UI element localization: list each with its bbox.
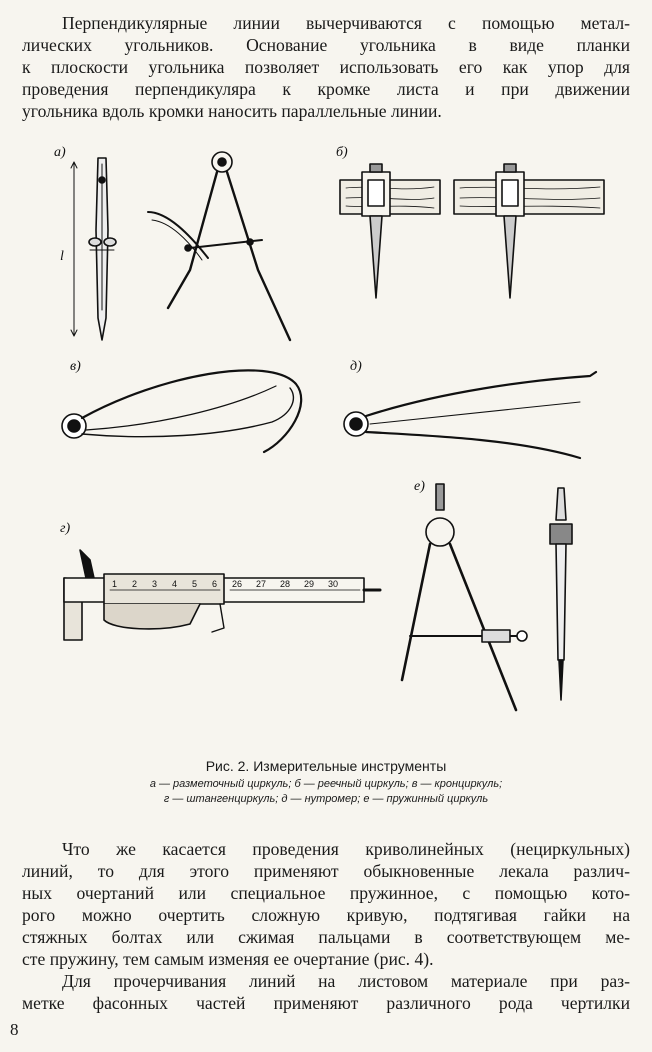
scale-tick-label: 5 xyxy=(192,579,198,589)
figure-caption-legend-line: а — разметочный циркуль; б — реечный циркуль; в — кронциркуль; xyxy=(149,778,503,790)
figure-label-g: г) xyxy=(60,521,71,536)
dividers-illustration xyxy=(148,152,290,340)
text-line: рого можно очертить сложную кривую, подтягивая гайки на xyxy=(22,905,630,925)
spring-compass-illustration xyxy=(402,479,572,710)
text-line: проведения перпендикуляра к кромке листа и при движении xyxy=(22,79,630,99)
scale-tick-label: 30 xyxy=(328,579,339,589)
outside-calipers-illustration xyxy=(62,359,301,452)
beam-compass-illustration xyxy=(336,145,604,298)
figure-caption-title: Рис. 2. Измерительные инструменты xyxy=(205,758,447,774)
scale-tick-label: 2 xyxy=(132,579,138,589)
page-number: 8 xyxy=(10,1020,19,1039)
text-line: Для прочерчивания линий на листовом материале при раз- xyxy=(62,971,630,991)
intro-paragraph xyxy=(22,12,630,122)
figure-caption-legend-line: г — штангенциркуль; д — нутромер; е — пружинный циркуль xyxy=(163,793,489,805)
figure-label-a: а) xyxy=(54,145,66,160)
scale-tick-label: 1 xyxy=(112,579,118,589)
text-line: лических угольников. Основание угольника в виде планки xyxy=(22,35,630,55)
figure-label-b: б) xyxy=(336,145,348,160)
inside-calipers-illustration xyxy=(344,359,596,458)
scale-tick-label: 3 xyxy=(152,579,158,589)
text-line: линий, то для этого применяют обыкновенные лекала различ- xyxy=(22,861,630,881)
text-line: стяжных болтах или сжимая пальцами в соответствующем ме- xyxy=(22,927,630,947)
scale-tick-label: 6 xyxy=(212,579,218,589)
text-line: к плоскости угольника позволяет использовать его как упор для xyxy=(22,57,630,77)
figure-label-d: д) xyxy=(350,359,362,374)
text-line: сте пружину, тем самым изменяя ее очертание (рис. 4). xyxy=(22,949,434,969)
length-label: l xyxy=(60,249,64,264)
figure-label-v: в) xyxy=(70,359,81,374)
body-paragraph xyxy=(22,838,630,1014)
scale-tick-label: 28 xyxy=(280,579,291,589)
text-line: ных очертаний или специальное пружинное, с помощью кото- xyxy=(22,883,630,903)
text-line: Что же касается проведения криволинейных (нециркульных) xyxy=(62,839,630,859)
scale-tick-label: 29 xyxy=(304,579,315,589)
measuring-tools-figure xyxy=(40,140,620,740)
text-line: угольника вдоль кромки наносить параллельные линии. xyxy=(22,101,442,121)
scale-tick-label: 4 xyxy=(172,579,178,589)
scale-tick-label: 26 xyxy=(232,579,243,589)
scale-tick-label: 27 xyxy=(256,579,267,589)
text-line: Перпендикулярные линии вычерчиваются с помощью метал- xyxy=(62,13,630,33)
marking-compass-illustration xyxy=(54,145,116,340)
text-line: метке фасонных частей применяют различного рода чертилки xyxy=(22,993,630,1013)
vernier-caliper-illustration xyxy=(60,521,380,640)
figure-label-e: е) xyxy=(414,479,425,494)
